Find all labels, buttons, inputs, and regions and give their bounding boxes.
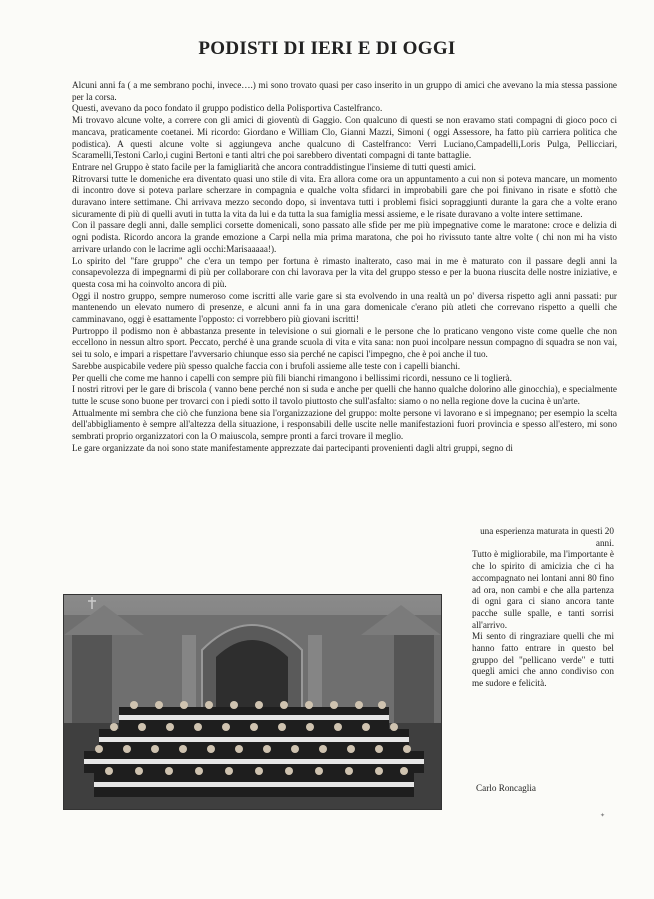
paragraph: Mi trovavo alcune volte, a correre con gli amici di gioventù di Gaggio. Con qualcuno di questi se non eravamo stati compagni di gioco poco ci mancava, praticamente coetanei. Mi ricordo: Giordano e William Clo, Gianni Mazzi, Simoni ( oggi Assessore, ha fatto più carriera politica che podistica). A questi alcune volte si aggiungeva anche qualcuno di Castelfranco: Verri Luciano,Campadelli,Loris Pulga, Pellicciari, Scaramelli,Testoni Carlo,i cugini Bertoni e tanti altri che poi sarebbero diventati compagni di tante battaglie. — [72, 115, 617, 161]
paragraph: Attualmente mi sembra che ciò che funziona bene sia l'organizzazione del gruppo: molte persone vi lavorano e si impegnano; per esempio la scelta dell'abbigliamento è sempre all'altezza della situazione, i responsabili delle uscite nelle manifestazioni fuori provincia e spesso all'estero, mi sono sembrati proprio organizzatori con la O maiuscola, sempre pronti a farci trovare il meglio. — [72, 407, 617, 442]
paragraph: I nostri ritrovi per le gare di briscola ( vanno bene perché non si suda e anche per quelli che hanno qualche dolorino alle ginocchia), e specialmente tutte le scuse sono buone per trovarci con i piedi sotto il tavolo piuttosto che sull'asfalto: siamo o no nella regione dove la cucina è un'arte. — [72, 384, 617, 406]
side-paragraph: Mi sento di ringraziare quelli che mi hanno fatto entrare in questo bel gruppo del "pellicano verde" e tutti quegli amici che anno condiviso con me sudore e felicità. — [472, 631, 614, 689]
side-column — [472, 526, 614, 690]
paragraph: Purtroppo il podismo non è abbastanza presente in televisione o sui giornali e le persone che lo praticano vengono viste come quelle che non eccellono in nessun altro sport. Peccato, perché è una grande scuola di vita e vita sana: non puoi incolpare nessun compagno di squadra se non vai, sei tu solo, e impari a rispettare l'avversario chiunque esso sia perché ne capisci l'impegno, che è poi anche il tuo. — [72, 325, 617, 360]
margin-mark: ✦ — [600, 813, 606, 819]
paragraph: Entrare nel Gruppo è stato facile per la famigliarità che ancora contraddistingue l'insieme di tutti questi amici. — [72, 161, 476, 172]
paragraph: Alcuni anni fa ( a me sembrano pochi, invece….) mi sono trovato quasi per caso inserito in un gruppo di amici che avevano la mia stessa passione per la corsa. — [72, 80, 617, 102]
page-title: PODISTI DI IERI E DI OGGI — [198, 38, 456, 59]
article-body — [72, 80, 617, 455]
paragraph: Lo spirito del "fare gruppo" che c'era un tempo per fortuna è rimasto inalterato, caso mai in me è maturato con il passare degli anni la consapevolezza di impegnarmi di più per collaborare con chi lavorava per la vita del gruppo stesso e per la buona riuscita delle nostre iniziative, e questa cosa mi ha coinvolto ancora di più. — [72, 255, 617, 289]
group-photo-image — [64, 595, 441, 809]
paragraph: Con il passare degli anni, dalle semplici corsette domenicali, sono passato alle sfide per me più impegnative come le maratone: croce e delizia di ogni podista. Ricordo ancora la grande emozione a Carpi nella mia prima maratona, che poi ho rivissuto tante altre volte ( chi non mi ha visto arrivare urlando con le lacrime agli occhi:Marisaaaaa!). — [72, 220, 617, 254]
author-signature: Carlo Roncaglia — [476, 783, 536, 793]
paragraph: Ritrovarsi tutte le domeniche era diventato quasi uno stile di vita. Era allora come ora un appuntamento a cui non si poteva mancare, un momento di incontro dove si poteva parlare scherzare in compagnia e qualche volta sfidarci in improbabili gare che poi finivano in risate e sfottò che duravano intere settimane. Chi arrivava mezzo secondo dopo, si inventava tutti i problemi fisici sopraggiunti durante la gara che a volte erano sicuramente di più di quelli avuti in tutta la vita da lui e da tutta la sua famiglia messi assieme, e le risate duravano a volte intere settimane. — [72, 173, 617, 219]
paragraph: Per quelli che come me hanno i capelli con sempre più fili bianchi rimangono i bellissimi ricordi, nessuno ce li toglierà. — [72, 372, 512, 383]
side-paragraph: Tutto è migliorabile, ma l'importante è che lo spirito di amicizia che ci ha accompagnato nei lontani anni 80 fino ad ora, non cambi e che alla partenza di ogni gara ci siano ancora tante pacche sulle spalle, e tanti sorrisi all'arrivo. — [472, 549, 614, 630]
paragraph: Oggi il nostro gruppo, sempre numeroso come iscritti alle varie gare si sta evolvendo in una realtà un po' diversa rispetto agli anni passati: pur mantenendo un elevato numero di presenze, e alcuni anni fa in una gara domenicale c'erano più atleti che correvano rispetto a quelli che camminavano, oggi è esattamente l'opposto: ci vorrebbero più giovani iscritti! — [72, 290, 617, 325]
side-paragraph: una esperienza maturata in questi 20 anni. — [480, 526, 614, 548]
paragraph: Sarebbe auspicabile vedere più spesso qualche faccia con i brufoli assieme alle teste con i capelli bianchi. — [72, 360, 461, 371]
group-photo — [63, 594, 442, 810]
paragraph: Le gare organizzate da noi sono state manifestamente apprezzate dai partecipanti provenienti dagli altri gruppi, segno di — [72, 442, 513, 453]
paragraph: Questi, avevano da poco fondato il gruppo podistico della Polisportiva Castelfranco. — [72, 103, 383, 114]
